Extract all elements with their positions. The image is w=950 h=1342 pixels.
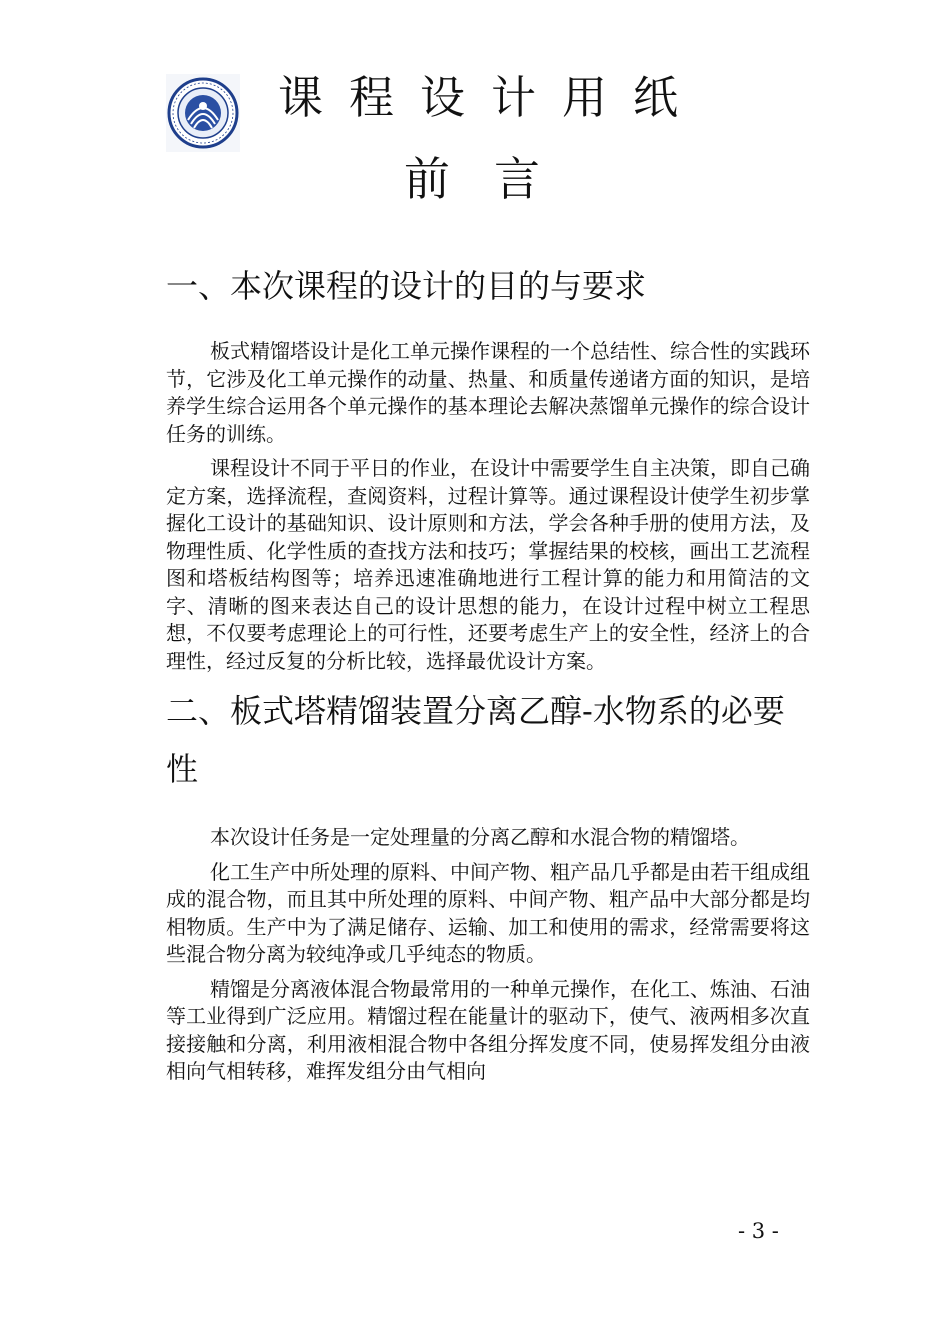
section2-paragraph: 本次设计任务是一定处理量的分离乙醇和水混合物的精馏塔。 (210, 825, 750, 849)
section2-heading: 二、板式塔精馏装置分离乙醇-水物系的必要性 (166, 692, 785, 788)
section1-heading: 一、本次课程的设计的目的与要求 (166, 267, 647, 305)
university-emblem-icon (166, 74, 240, 152)
page-number: - 3 - (738, 1219, 779, 1243)
main-content (166, 264, 810, 1093)
section2-paragraph: 精馏是分离液体混合物最常用的一种单元操作，在化工、炼油、石油等工业得到广泛应用。精馏过程在能量计的驱动下，使气、液两相多次直接接触和分离，利用液相混合物中各组分挥发度不同，使易挥发组分由液相向气相转移，难挥发组分由气相向 (166, 976, 810, 1083)
section2-paragraph: 化工生产中所处理的原料、中间产物、粗产品几乎都是由若干组成组成的混合物，而且其中所处理的原料、中间产物、粗产品中大部分都是均相物质。生产中为了满足储存、运输、加工和使用的需求，经常需要将这些混合物分离为较纯净或几乎纯态的物质。 (166, 859, 810, 966)
emblem-graphic (166, 74, 240, 152)
preface-title: 前言 (404, 152, 584, 206)
section1-paragraph: 课程设计不同于平日的作业，在设计中需要学生自主决策，即自己确定方案，选择流程，查阅资料，过程计算等。通过课程设计使学生初步掌握化工设计的基础知识、设计原则和方法，学会各种手册的使用方法，及物理性质、化学性质的查找方法和技巧；掌握结果的校核，画出工艺流程图和塔板结构图等；培养迅速准确地进行工程计算的能力和用简洁的文字、清晰的图来表达自己的设计思想的能力，在设计过程中树立工程思想，不仅要考虑理论上的可行性，还要考虑生产上的安全性，经济上的合理性，经过反复的分析比较，选择最优设计方案。 (166, 456, 810, 673)
section1-paragraph: 板式精馏塔设计是化工单元操作课程的一个总结性、综合性的实践环节，它涉及化工单元操作的动量、热量、和质量传递诸方面的知识，是培养学生综合运用各个单元操作的基本理论去解决蒸馏单元操作的综合设计任务的训练。 (166, 339, 810, 446)
header-title: 课程设计用纸 (278, 71, 705, 124)
